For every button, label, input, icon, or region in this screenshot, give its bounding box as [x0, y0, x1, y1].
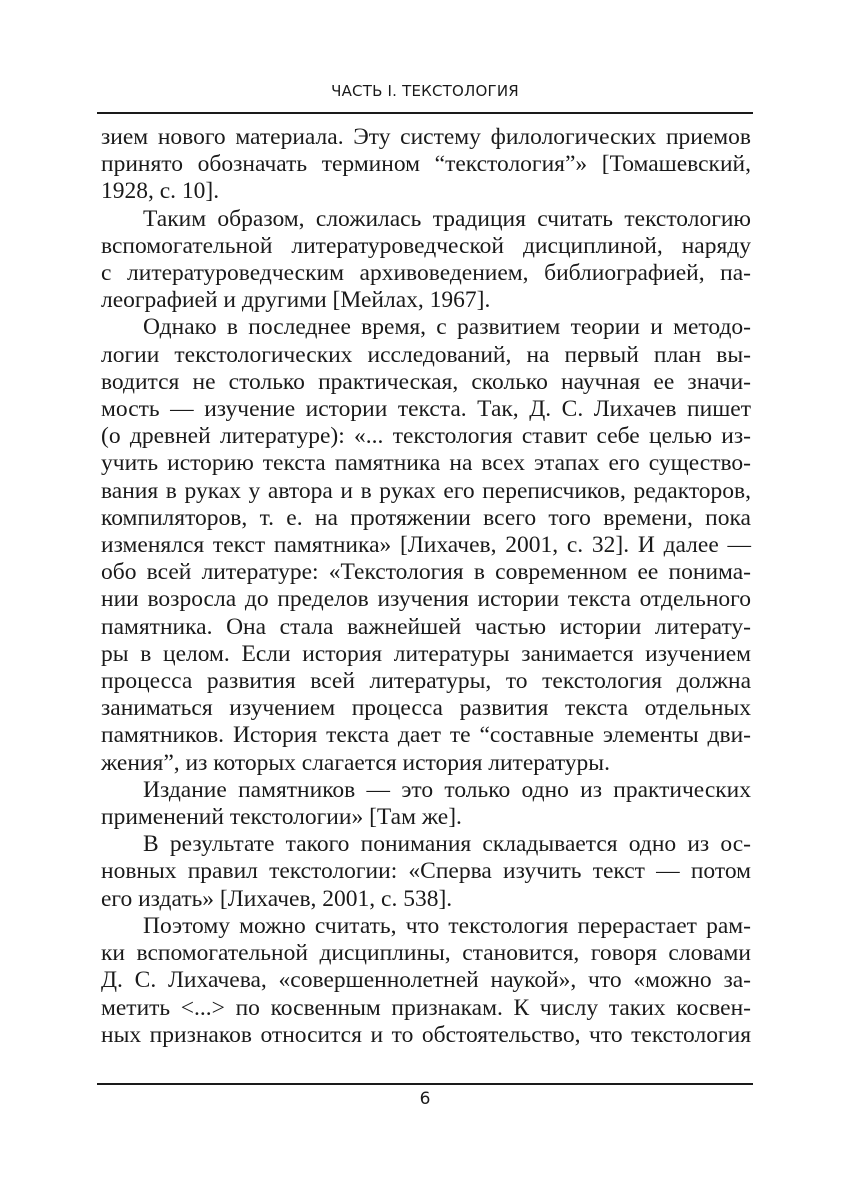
- text-line: метить <...> по косвенным признакам. К числу таких косвен-: [101, 994, 751, 1021]
- page-number: 6: [419, 1089, 431, 1109]
- text-line: Д. С. Лихачева, «совершеннолетней наукой», что «можно за-: [101, 967, 751, 994]
- text-line: процесса развития всей литературы, то текстология должна: [101, 668, 751, 695]
- running-head: ЧАСТЬ I. ТЕКСТОЛОГИЯ: [331, 82, 519, 100]
- text-line: зием нового материала. Эту систему филологических приемов: [101, 124, 751, 150]
- text-line: заниматься изучением процесса развития текста отдельных: [101, 695, 751, 722]
- text-line: Таким образом, сложилась традиция считать текстологию: [143, 205, 751, 232]
- text-line: вания в руках у автора и в руках его переписчиков, редакторов,: [101, 477, 751, 504]
- text-line: Поэтому можно считать, что текстология перерастает рам-: [143, 912, 751, 939]
- text-line: 1928, с. 10].: [101, 178, 220, 205]
- text-line: В результате такого понимания складывается одно из ос-: [143, 831, 751, 858]
- text-line: его издать» [Лихачев, 2001, с. 538].: [101, 885, 453, 912]
- text-line: с литературоведческим архивоведением, библиографией, па-: [101, 260, 751, 287]
- main-text: [101, 124, 751, 1049]
- text-line: обо всей литературе: «Текстология в современном ее понима-: [101, 559, 751, 586]
- text-line: мость — изучение истории текста. Так, Д. С. Лихачев пишет: [101, 396, 751, 423]
- text-line: (о древней литературе): «... текстология ставит себе целью из-: [101, 423, 751, 450]
- text-line: изменялся текст памятника» [Лихачев, 2001, с. 32]. И далее —: [101, 532, 751, 559]
- text-line: нии возросла до пределов изучения истории текста отдельного: [101, 586, 751, 613]
- text-line: водится не столько практическая, сколько научная ее значи-: [101, 368, 751, 395]
- text-line: вспомогательной литературоведческой дисциплиной, наряду: [101, 232, 751, 259]
- text-line: памятников. История текста дает те “составные элементы дви-: [101, 722, 751, 749]
- text-line: леографией и другими [Мейлах, 1967].: [101, 287, 491, 314]
- text-line: принято обозначать термином “текстология”» [Томашевский,: [101, 151, 751, 178]
- text-line: жения”, из которых слагается история литературы.: [101, 749, 610, 776]
- text-line: Издание памятников — это только одно из практических: [143, 776, 751, 803]
- text-line: ры в целом. Если история литературы занимается изучением: [101, 640, 751, 667]
- text-line: компиляторов, т. е. на протяжении всего того времени, пока: [101, 504, 751, 531]
- text-line: памятника. Она стала важнейшей частью истории литерату-: [101, 613, 751, 640]
- text-line: применений текстологии» [Там же].: [101, 804, 462, 831]
- text-line: новных правил текстологии: «Сперва изучить текст — потом: [101, 858, 751, 885]
- text-line: Однако в последнее время, с развитием теории и методо-: [143, 314, 751, 341]
- text-line: ки вспомогательной дисциплины, становится, говоря словами: [101, 940, 751, 967]
- footer-rule: [97, 1083, 753, 1085]
- text-line: ных признаков относится и то обстоятельство, что текстология: [101, 1021, 751, 1048]
- text-line: логии текстологических исследований, на первый план вы-: [101, 341, 751, 368]
- header-rule: [97, 112, 753, 114]
- text-line: учить историю текста памятника на всех этапах его существо-: [101, 450, 751, 477]
